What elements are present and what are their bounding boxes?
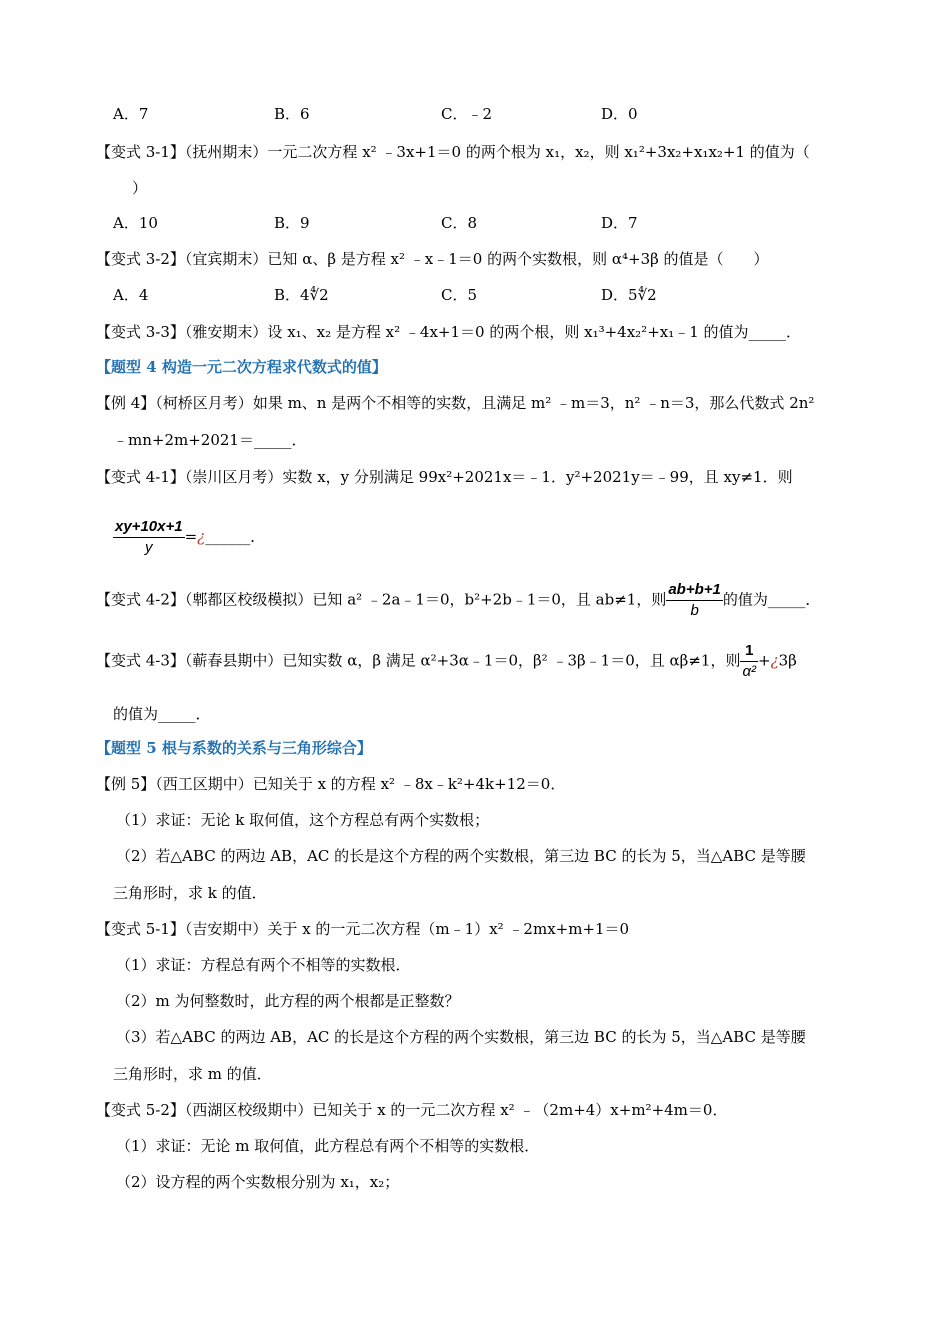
variant-3-1-question: 【变式 3-1】（抚州期末）一元二次方程 x² ﹣3x+1＝0 的两个根为 x₁，x₂，则 x₁²+3x₂+x₁x₂+1 的值为（ [96,143,810,161]
fraction [740,641,758,682]
variant-3-1-question-end: ） [132,179,148,197]
variant-3-2-question: 【变式 3-2】（宜宾期末）已知 α、β 是方程 x² ﹣x﹣1＝0 的两个实数根，则 α⁴+3β 的值是（ ） [96,250,769,268]
variant-3-3-question: 【变式 3-3】（雅安期末）设 x₁、x₂ 是方程 x² ﹣4x+1＝0 的两个根，则 x₁³+4x₂²+x₁﹣1 的值为_____． [96,323,802,341]
fraction-denominator: α² [742,663,757,680]
answer-blank: ______． [205,527,266,546]
option-b: B．6 [274,105,310,123]
variant-4-2-question [0,580,950,621]
section-4-heading: 【题型 4 构造一元二次方程求代数式的值】 [96,358,387,376]
variant-5-1-part-3-cont: 三角形时，求 m 的值． [113,1065,272,1083]
variant-4-3-question [0,641,950,682]
option-a: A．7 [113,105,149,123]
option-a: A．10 [113,214,158,232]
fraction-numerator: xy+10x+1 [113,517,185,538]
variant-4-1-expression [0,517,950,558]
option-c: C．5 [441,286,478,304]
variant-5-2-part-1: （1）求证：无论 m 取何值，此方程总有两个不相等的实数根． [116,1137,540,1155]
example-4-question-cont: ﹣mn+2m+2021＝_____． [113,431,307,449]
plus-sign: + [758,651,771,670]
option-c: C．8 [441,214,478,232]
option-c: C．﹣2 [441,105,493,123]
fraction-denominator: y [145,539,153,556]
example-4-question: 【例 4】（柯桥区月考）如果 m、n 是两个不相等的实数，且满足 m² ﹣m＝3，n² ﹣n＝3，那么代数式 2n² [96,394,815,412]
example-5-part-2-cont: 三角形时，求 k 的值． [113,884,267,902]
example-5-part-1: （1）求证：无论 k 取何值，这个方程总有两个实数根； [116,811,490,829]
example-5-question: 【例 5】（西工区期中）已知关于 x 的方程 x² ﹣8x﹣k²+4k+12＝0． [96,775,566,793]
option-d: D．7 [601,214,638,232]
variant-4-3-question-cont: 的值为_____． [113,705,211,723]
option-b: B．4∜2 [274,286,329,304]
glyph-mark: ¿ [770,651,779,670]
fraction [113,517,185,558]
variant-5-1-part-1: （1）求证：方程总有两个不相等的实数根． [116,956,411,974]
variant-5-1-part-2: （2）m 为何整数时，此方程的两个根都是正整数？ [116,992,460,1010]
question-text-end: 的值为_____． [722,590,821,609]
variant-5-1-question: 【变式 5-1】（吉安期中）关于 x 的一元二次方程（m﹣1）x² ﹣2mx+m+1＝0 [96,920,630,938]
variant-4-1-question: 【变式 4-1】（崇川区月考）实数 x，y 分别满足 99x²+2021x＝﹣1．y²+2021y＝﹣99，且 xy≠1．则 [96,468,793,486]
option-d: D．5∜2 [601,286,657,304]
fraction-denominator: b [690,602,699,619]
fraction-numerator: 1 [740,641,758,662]
section-5-heading: 【题型 5 根与系数的关系与三角形综合】 [96,739,372,757]
variant-5-2-question: 【变式 5-2】（西湖区校级期中）已知关于 x 的一元二次方程 x² ﹣（2m+4）x+m²+4m＝0． [96,1101,728,1119]
question-text-end: 3β [778,651,797,670]
fraction [666,580,723,621]
example-5-part-2: （2）若△ABC 的两边 AB，AC 的长是这个方程的两个实数根，第三边 BC 的长为 5，当△ABC 是等腰 [116,847,806,865]
option-b: B．9 [274,214,310,232]
fraction-numerator: ab+b+1 [666,580,723,601]
equals-sign: = [184,527,198,546]
option-a: A．4 [113,286,149,304]
variant-5-2-part-2: （2）设方程的两个实数根分别为 x₁，x₂； [116,1173,400,1191]
question-text: 【变式 4-3】（蕲春县期中）已知实数 α，β 满足 α²+3α﹣1＝0，β² ﹣3β﹣1＝0，且 αβ≠1，则 [96,651,741,670]
option-d: D．0 [601,105,638,123]
question-text: 【变式 4-2】（郫都区校级模拟）已知 a² ﹣2a﹣1＝0，b²+2b﹣1＝0，且 ab≠1，则 [96,590,667,609]
glyph-mark: ¿ [197,527,206,546]
variant-5-1-part-3: （3）若△ABC 的两边 AB，AC 的长是这个方程的两个实数根，第三边 BC 的长为 5，当△ABC 是等腰 [116,1028,806,1046]
